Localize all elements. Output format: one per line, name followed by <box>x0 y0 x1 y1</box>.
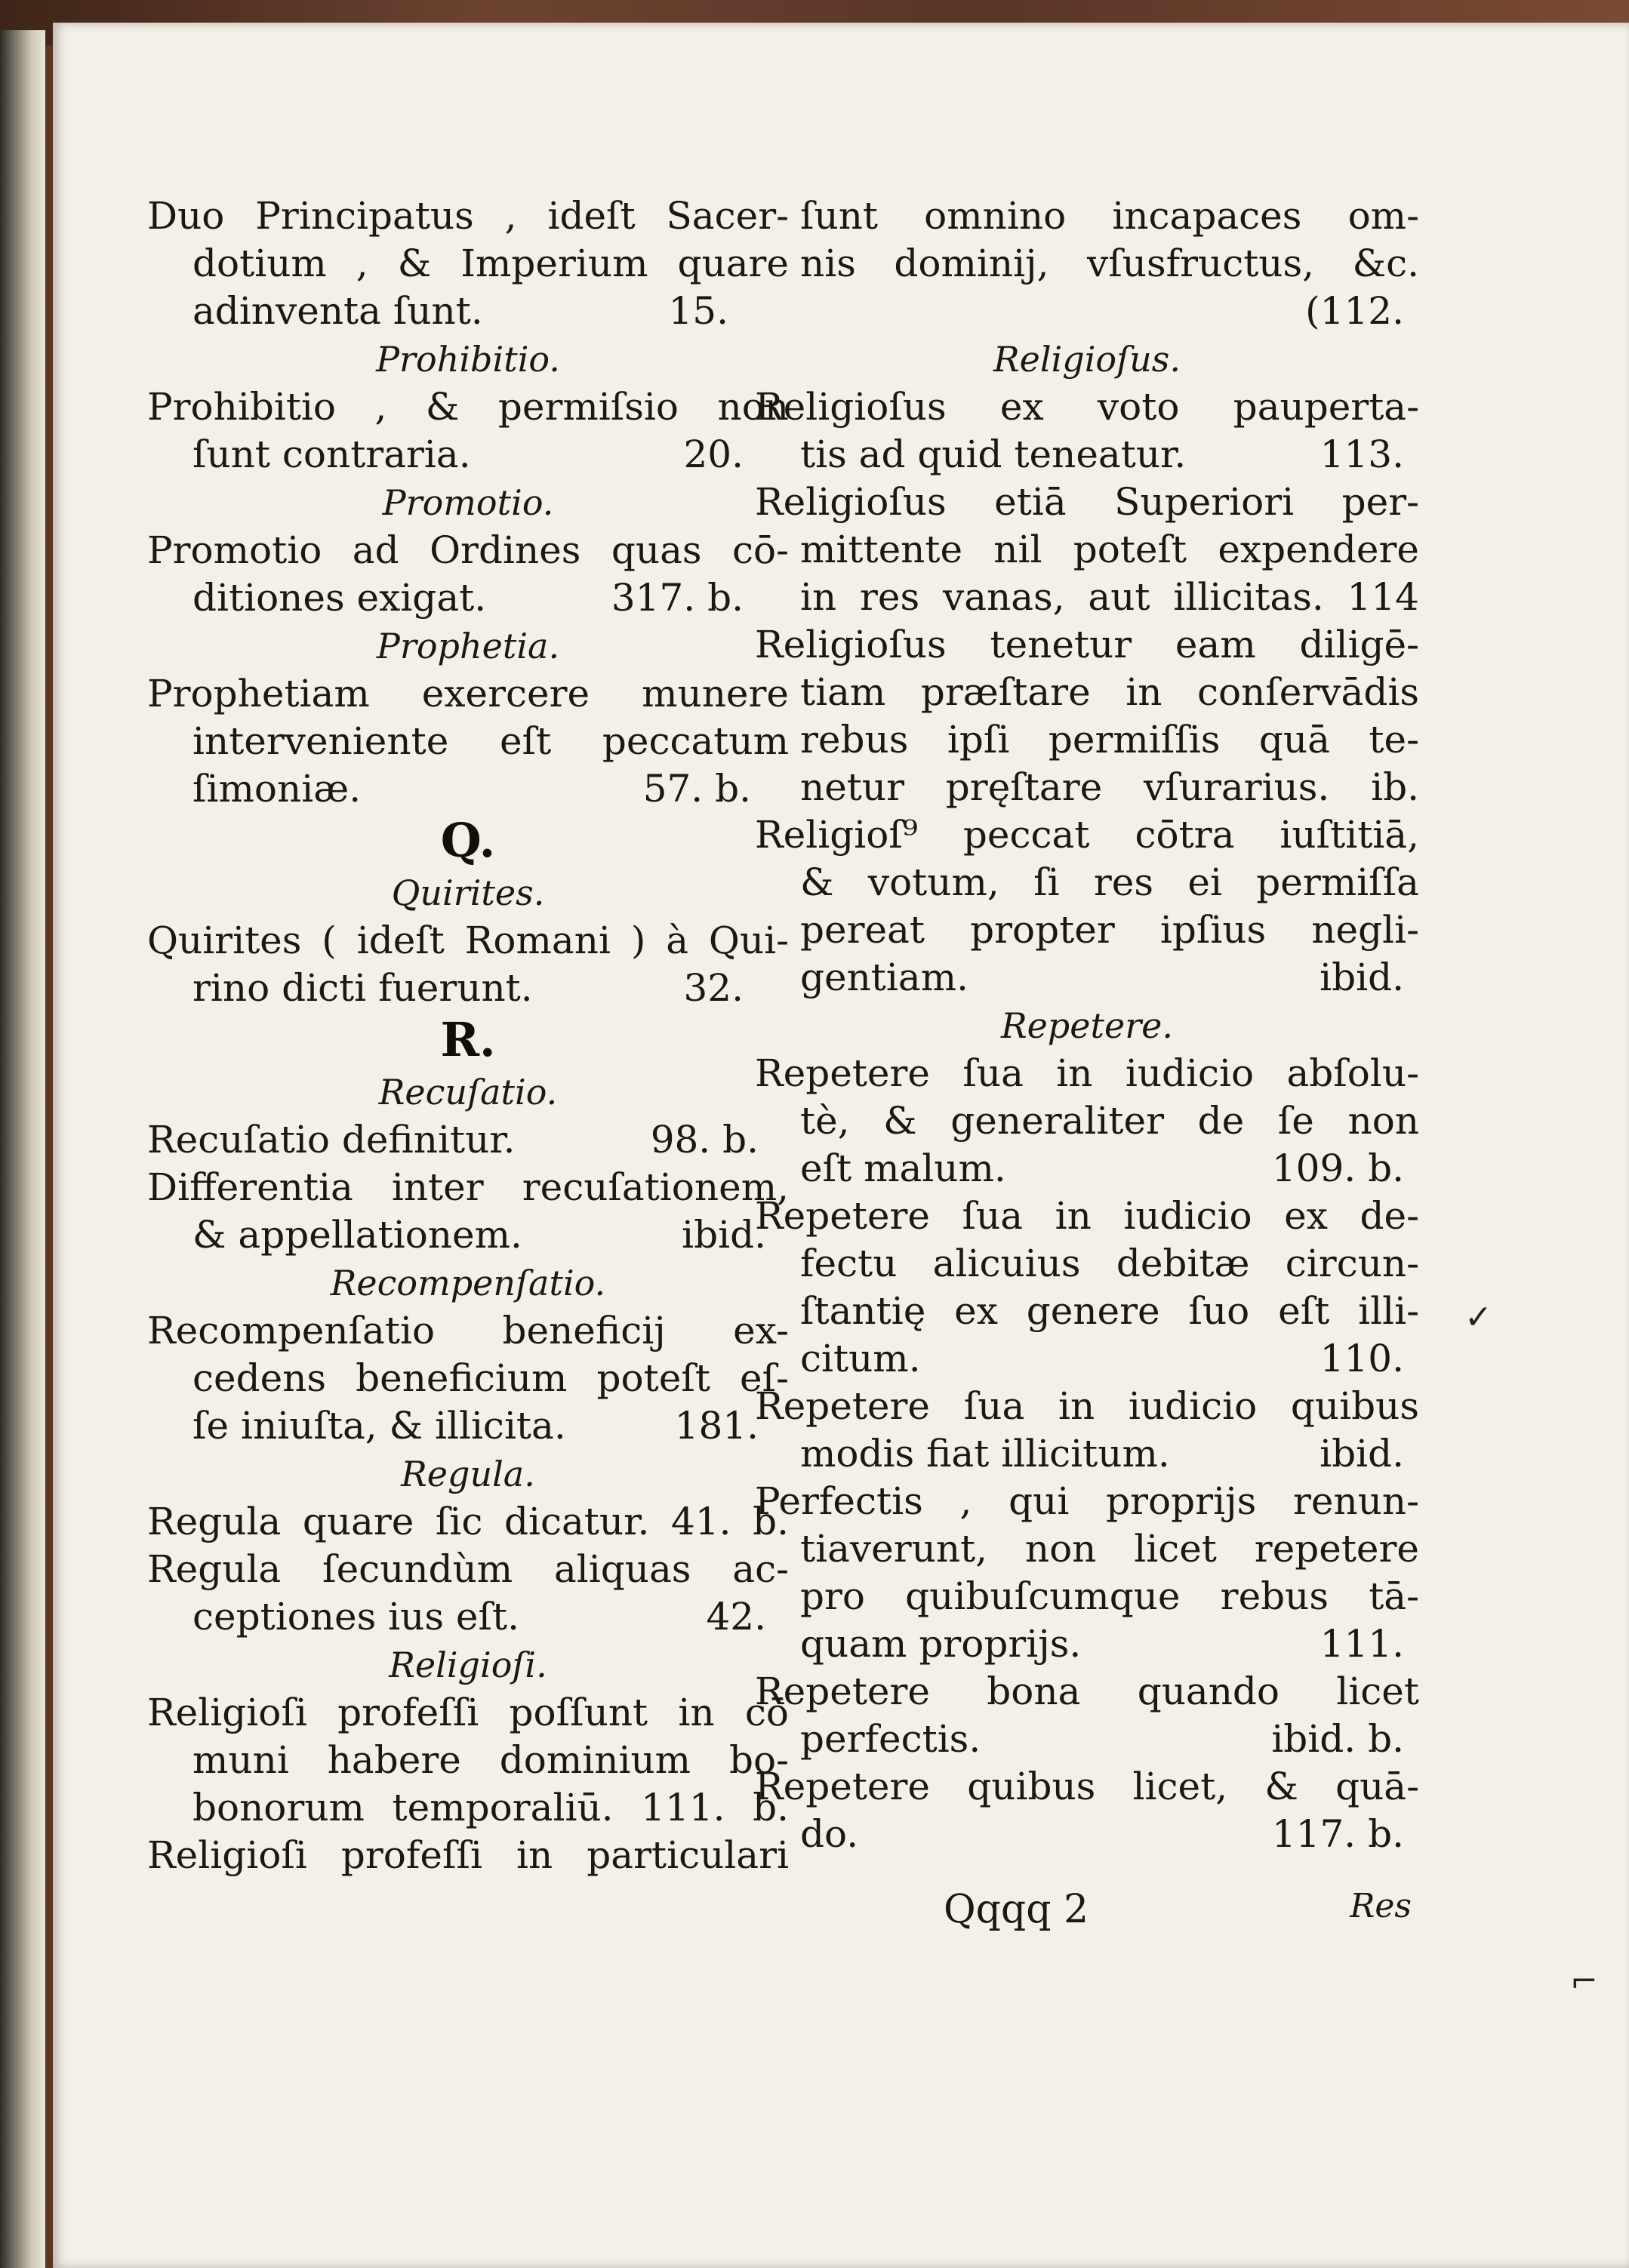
heading-quirites: Quirites. <box>391 872 545 913</box>
index-entry-recompensatio: Recompenſatio beneficij ex- cedens beneficium poteſt eſ- ſe iniuſta, & illicita. 181. <box>147 1309 789 1448</box>
index-entry-regula-quare: Regula quare ſic dicatur. 41. b. <box>147 1500 789 1543</box>
index-entry-regula-secundum: Regula ſecundùm aliquas ac- ceptiones ius eſt. 42. <box>147 1547 789 1639</box>
index-entry-recusatio-differentia: Differentia inter recuſationem, & appellationem. ibid. <box>147 1165 789 1257</box>
book-page <box>53 23 1629 2268</box>
section-letter-q: Q. <box>440 813 496 868</box>
index-entry-religiosi-particulari: Religioſi profeſſi in particulari <box>147 1833 789 1877</box>
catchword: Res <box>1350 1887 1412 1925</box>
heading-repetere: Repetere. <box>1000 1005 1174 1046</box>
index-entry-perfectis: Perfectis , qui proprijs renun- tiaverunt, non licet repetere pro quibuſcumque rebus tā- quam proprijs. 111. <box>755 1479 1419 1666</box>
heading-religiosi: Religioſi. <box>389 1645 547 1685</box>
index-entry-repetere-modis: Repetere ſua in iudicio quibus modis fiat illicitum. ibid. <box>755 1384 1419 1476</box>
heading-regula: Regula. <box>401 1454 535 1494</box>
left-column <box>147 192 789 1879</box>
ink-blot-mark: ✓ <box>1464 1298 1492 1337</box>
index-entry-religiosus-superiori: Religioſus etiā Superiori per- mittente nil poteſt expendere in res vanas, aut illicitas. 114 <box>755 480 1419 619</box>
index-entry-repetere-bona: Repetere bona quando licet perfectis. ibid. b. <box>755 1669 1419 1761</box>
heading-prohibitio: Prohibitio. <box>376 339 560 380</box>
right-column <box>755 192 1419 1858</box>
index-entry-religiosus-voto: Religioſus ex voto pauperta- tis ad quid teneatur. 113. <box>755 385 1419 476</box>
index-entry-religiosus-tenetur: Religioſus tenetur eam diligē- tiam præſtare in conſervādis rebus ipſi permiſſis quā te- netur pręſtare vſurarius. ib. <box>755 623 1419 809</box>
index-entry-repetere-quibus: Repetere quibus licet, & quā- do. 117. b. <box>755 1765 1419 1856</box>
index-entry-prophetia: Prophetiam exercere munere interveniente eſt peccatum ſimoniæ. 57. b. <box>147 672 789 811</box>
index-entry-recusatio: Recuſatio definitur. 98. b. <box>147 1118 759 1162</box>
index-entry-religiosi-professi: Religioſi profeſſi poſſunt in cō muni habere dominium bo- bonorum temporaliū. 111. b. <box>147 1691 789 1829</box>
index-entry-religiosus-peccat: Religioſ⁹ peccat cōtra iuſtitiā, & votum, ſi res ei permiſſa pereat propter ipſius negli- gentiam. ibid. <box>755 813 1419 999</box>
page-footer <box>944 1887 1412 1932</box>
index-entry-repetere-defectu: Repetere ſua in iudicio ex de- fectu alicuius debitæ circun- ſtantię ex genere ſuo eſt illi- citum. 110. <box>755 1194 1419 1380</box>
index-entry-prohibitio: Prohibitio , & permiſsio non ſunt contraria. 20. <box>147 385 789 476</box>
index-entry-quirites: Quirites ( ideſt Romani ) à Qui- rino dicti fuerunt. 32. <box>147 919 789 1010</box>
index-entry-promotio: Promotio ad Ordines quas cō- ditiones exigat. 317. b. <box>147 528 789 620</box>
heading-promotio: Promotio. <box>382 482 554 523</box>
heading-prophetia: Prophetia. <box>376 626 560 666</box>
heading-recompensatio: Recompenſatio. <box>330 1263 606 1303</box>
index-entry-continuation: ſunt omnino incapaces om- nis dominij, vſusfructus, &c. (112. <box>800 194 1419 333</box>
book-spine-edge <box>0 30 45 2268</box>
index-entry-duo-principatus: Duo Principatus , ideſt Sacer- dotium , & Imperium quare adinventa ſunt. 15. <box>147 194 789 333</box>
signature-mark: Qqqq 2 <box>944 1887 1089 1932</box>
ink-blot-mark: ⌐ <box>1570 1962 1598 2001</box>
index-entry-repetere-absolute: Repetere ſua in iudicio abſolu- tè, & generaliter de ſe non eſt malum. 109. b. <box>755 1051 1419 1190</box>
heading-recusatio: Recuſatio. <box>378 1072 558 1112</box>
section-letter-r: R. <box>440 1012 496 1067</box>
heading-religiosus: Religioſus. <box>993 339 1181 380</box>
